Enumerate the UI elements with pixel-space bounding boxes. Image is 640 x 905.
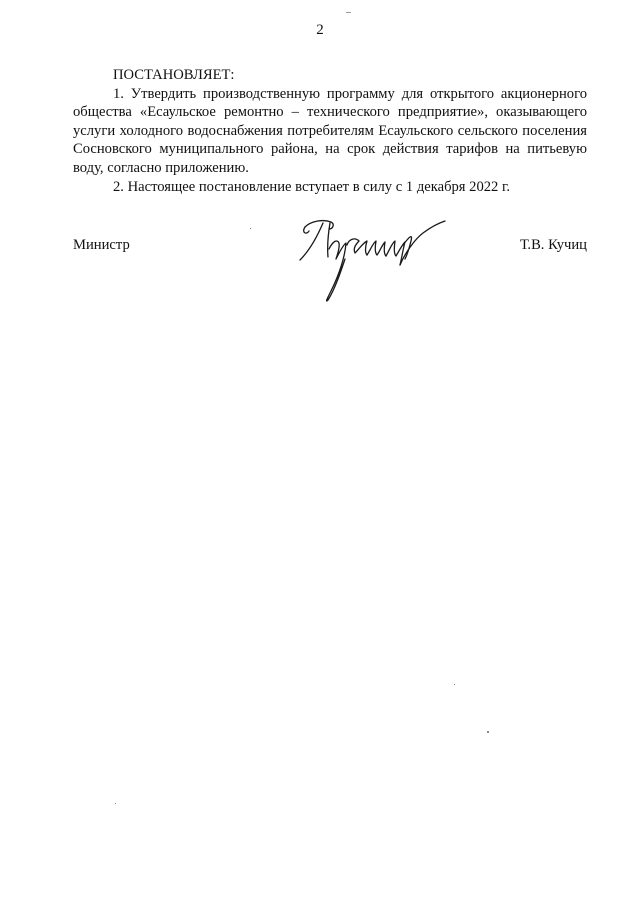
- scan-artifact-mark: [346, 12, 351, 13]
- paragraph-2: 2. Настоящее постановление вступает в силу с 1 декабря 2022 г.: [113, 178, 510, 195]
- resolution-heading: ПОСТАНОВЛЯЕТ:: [113, 67, 235, 83]
- scan-speck: [250, 228, 251, 229]
- paragraph-1: 1. Утвердить производственную программу для открытого акционерного общества «Есаульское ремонтно – технического предприятие», оказывающего услуги холодного водоснабжения потребителям Есаульского сельского поселения Сосновского муниципального района, на срок действия тарифов на питьевую воду, согласно приложению.: [73, 85, 587, 176]
- signer-name: Т.В. Кучиц: [519, 237, 587, 253]
- signer-position: Министр: [73, 237, 130, 253]
- scan-speck: [454, 684, 455, 685]
- scan-speck: [115, 803, 116, 804]
- scan-speck: [487, 731, 489, 733]
- page-number: 2: [316, 22, 324, 38]
- document-body: [73, 66, 587, 196]
- handwritten-signature-icon: [283, 215, 448, 310]
